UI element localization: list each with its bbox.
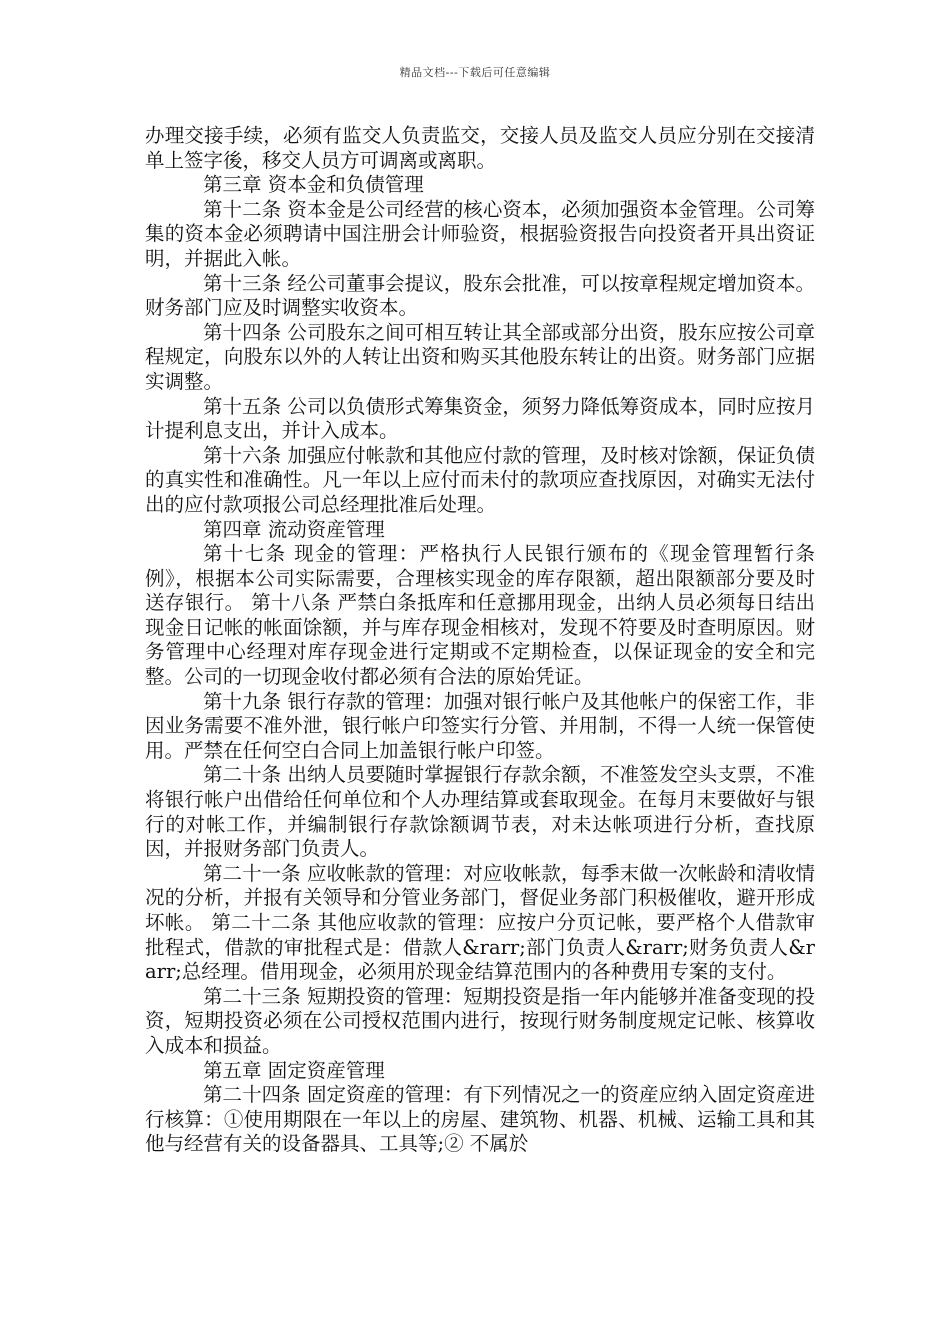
chapter-heading-4: 第四章 流动资産管理 (203, 517, 385, 541)
chapter-heading-3: 第三章 资本金和负债管理 (203, 173, 424, 197)
article-12: 第十二条 资本金是公司经营的核心资本，必须加强资本金管理。公司筹集的资本金必须聘请中国注册会计师验资，根据验资报告向投资者开具出资证明，并据此入帐。 (145, 197, 815, 270)
article-13: 第十三条 经公司董事会提议，股东会批准，可以按章程规定增加资本。财务部门应及时调整实收资本。 (145, 271, 815, 320)
article-21-22: 第二十一条 应收帐款的管理：对应收帐款，每季末做一次帐龄和清收情况的分析，并报有关领导和分管业务部门，督促业务部门积极催收，避开形成坏帐。 第二十二条 其他应收款的管理：应按户分页记帐，要严格个人借款审批程式，借款的审批程式是：借款人&rarr;部门负责人&rarr;财务负责人&rarr;总经理。借用现金，必须用於现金结算范围内的各种费用专案的支付。 (145, 861, 815, 984)
paragraph-continuation: 办理交接手续，必须有监交人负责监交，交接人员及监交人员应分别在交接清单上签字後，移交人员方可调离或离职。 (145, 124, 815, 172)
article-24: 第二十四条 固定资産的管理：有下列情况之一的资産应纳入固定资産进行核算：①使用期限在一年以上的房屋、建筑物、机器、机械、运输工具和其他与经营有关的设备器具、工具等;② 不属於 (145, 1083, 815, 1156)
article-23: 第二十三条 短期投资的管理：短期投资是指一年内能够并准备变现的投资，短期投资必须在公司授权范围内进行，按现行财务制度规定记帐、核算收入成本和损益。 (145, 984, 815, 1057)
article-14: 第十四条 公司股东之间可相互转让其全部或部分出资，股东应按公司章程规定，向股东以外的人转让出资和购买其他股东转让的出资。财务部门应据实调整。 (145, 320, 815, 393)
document-body (145, 124, 815, 1157)
article-15: 第十五条 公司以负债形式筹集资金，须努力降低筹资成本，同时应按月计提利息支出，并计入成本。 (145, 394, 815, 443)
page-header: 精品文档---下载后可任意编辑 (399, 66, 551, 79)
article-16: 第十六条 加强应付帐款和其他应付款的管理，及时核对馀额，保证负债的真实性和准确性。凡一年以上应付而未付的款项应查找原因，对确实无法付出的应付款项报公司总经理批准后处理。 (145, 443, 815, 516)
article-19: 第十九条 银行存款的管理：加强对银行帐户及其他帐户的保密工作，非因业务需要不准外泄，银行帐户印签实行分管、并用制，不得一人统一保管使用。严禁在任何空白合同上加盖银行帐户印签。 (145, 689, 815, 762)
chapter-heading-5: 第五章 固定资産管理 (203, 1058, 385, 1082)
article-17-18: 第十七条 现金的管理：严格执行人民银行颁布的《现金管理暂行条例》，根据本公司实际需要，合理核实现金的库存限额，超出限额部分要及时送存银行。 第十八条 严禁白条抵库和任意挪用现金，出纳人员必须每日结出现金日记帐的帐面馀额，并与库存现金相核对，发现不符要及时查明原因。财务管理中心经理对库存现金进行定期或不定期检查，以保证现金的安全和完整。公司的一切现金收付都必须有合法的原始凭证。 (145, 542, 815, 689)
article-20: 第二十条 出纳人员要随时掌握银行存款余额，不准签发空头支票，不准将银行帐户出借给任何单位和个人办理结算或套取现金。在每月末要做好与银行的对帐工作，并编制银行存款馀额调节表，对未达帐项进行分析，查找原因，并报财务部门负责人。 (145, 763, 815, 861)
